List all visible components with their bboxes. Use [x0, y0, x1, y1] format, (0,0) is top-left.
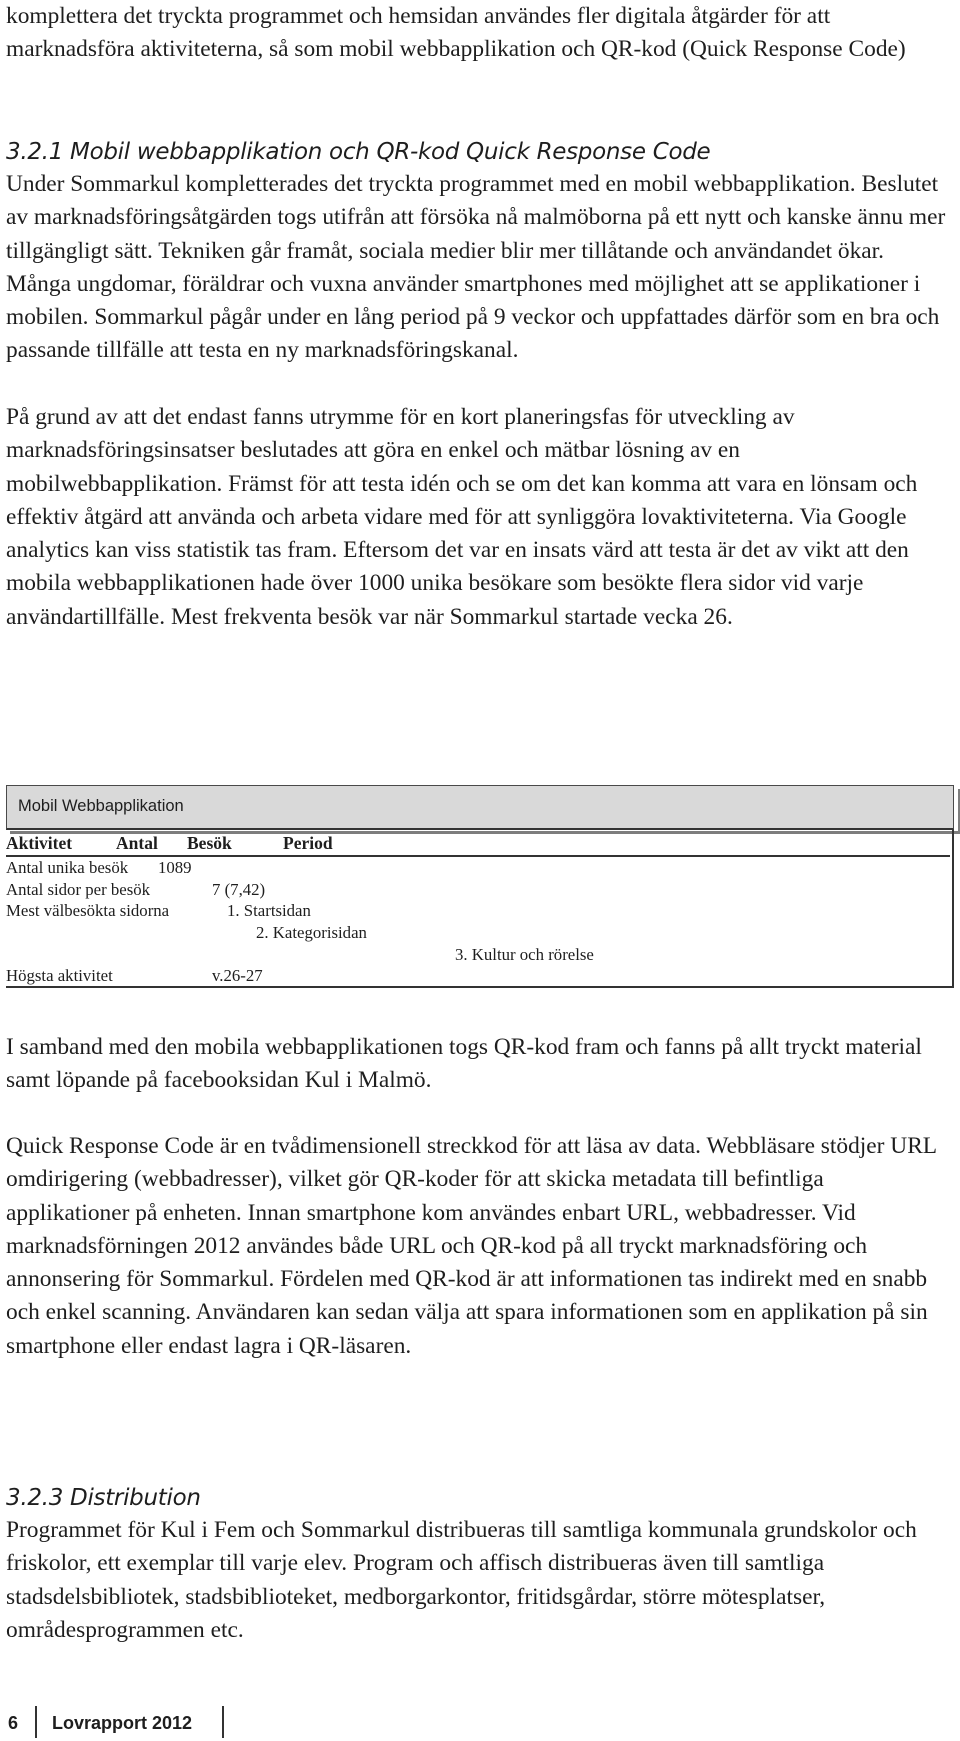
section-heading-321: 3.2.1 Mobil webbapplikation och QR-kod Quick Response Code	[6, 139, 711, 165]
row-peak-label: Högsta aktivitet	[6, 966, 113, 985]
after-table-paragraph-1: I samband med den mobila webbapplikationen togs QR-kod fram och fanns på allt tryckt material samt löpande på facebooksidan Kul i Malmö.	[6, 1034, 922, 1094]
row-pages-value: 7 (7,42)	[212, 880, 266, 899]
section-321-paragraph-2: På grund av att det endast fanns utrymme för en kort planeringsfas för utveckling av marknadsföringsinsatser beslutades att göra en enkel och mätbar lösning av en mobilwebbapplikation. Främst för att testa idén och se om det kan komma att vara en lönsam och effektiv åtgärd att använda och arbeta vidare med för att synliggöra lovaktiviteterna. Via Google analytics kan viss statistik tas fram. Eftersom det var en insats värd att testa är det av vikt att den mobila webbapplikationen hade över 1000 unika besökare som besökte flera sidor vid varje användartillfälle. Mest frekventa besök var när Sommarkul startade vecka 26.	[6, 404, 918, 630]
section-heading-323: 3.2.3 Distribution	[6, 1485, 201, 1511]
row-pages-label: Antal sidor per besök	[6, 880, 151, 899]
column-header-besok: Besök	[187, 833, 232, 853]
column-header-period: Period	[283, 833, 333, 853]
row-popular-2: 2. Kategorisidan	[256, 923, 367, 942]
section-321-paragraph-1: Under Sommarkul kompletterades det tryckta programmet med en mobil webbapplikation. Beslutet av marknadsföringsåtgärden togs utifrån att försöka nå malmöborna på ett nytt och kanske ännu mer tillgängligt sätt. Tekniken går framåt, sociala medier blir mer tillåtande och användandet ökar. Många ungdomar, föräldrar och vuxna använder smartphones med möjlighet att se applikationer i mobilen. Sommarkul pågår under en lång period på 9 veckor och uppfattades därför som en bra och passande tillfälle att testa en ny marknadsföringskanal.	[6, 171, 946, 364]
after-table-paragraph-2: Quick Response Code är en tvådimensionell streckkod för att läsa av data. Webbläsare stödjer URL omdirigering (webbadresser), vilket gör QR-koder för att skicka metadata till befintliga applikationer på enheten. Innan smartphone kom användes enbart URL, webbadresser. Vid marknadsförningen 2012 användes både URL och QR-kod på all tryckt marknadsföring och annonsering för Sommarkul. Fördelen med QR-kod är att informationen tas indirekt med en snabb och enkel scanning. Användaren kan sedan välja att spara informationen som en applikation på sin smartphone eller endast lagra i QR-läsaren.	[6, 1133, 937, 1359]
row-unique-value: 1089	[158, 858, 192, 877]
footer-divider-right	[222, 1706, 224, 1738]
row-peak-value: v.26-27	[212, 966, 263, 985]
row-popular-label: Mest välbesökta sidorna	[6, 901, 170, 920]
table-title: Mobil Webbapplikation	[18, 797, 184, 815]
row-popular-3: 3. Kultur och rörelse	[455, 945, 594, 964]
intro-paragraph: komplettera det tryckta programmet och hemsidan användes fler digitala åtgärder för att marknadsföra aktiviteterna, så som mobil webbapplikation och QR-kod (Quick Response Code)	[6, 3, 906, 63]
row-popular-1: 1. Startsidan	[227, 901, 311, 920]
section-323-paragraph: Programmet för Kul i Fem och Sommarkul distribueras till samtliga kommunala grundskolor och friskolor, ett exemplar till varje elev. Program och affisch distribueras även till samtliga stadsdelsbibliotek, stadsbiblioteket, medborgarkontor, fritidsgårdar, större mötesplatser, områdesprogrammen etc.	[6, 1517, 917, 1643]
column-header-antal: Antal	[116, 833, 158, 853]
table-header-rule	[6, 855, 950, 857]
report-title: Lovrapport 2012	[52, 1713, 193, 1733]
page-number: 6	[8, 1713, 19, 1733]
row-unique-label: Antal unika besök	[6, 858, 129, 877]
footer-divider-left	[35, 1706, 37, 1738]
column-header-aktivitet: Aktivitet	[6, 833, 73, 853]
